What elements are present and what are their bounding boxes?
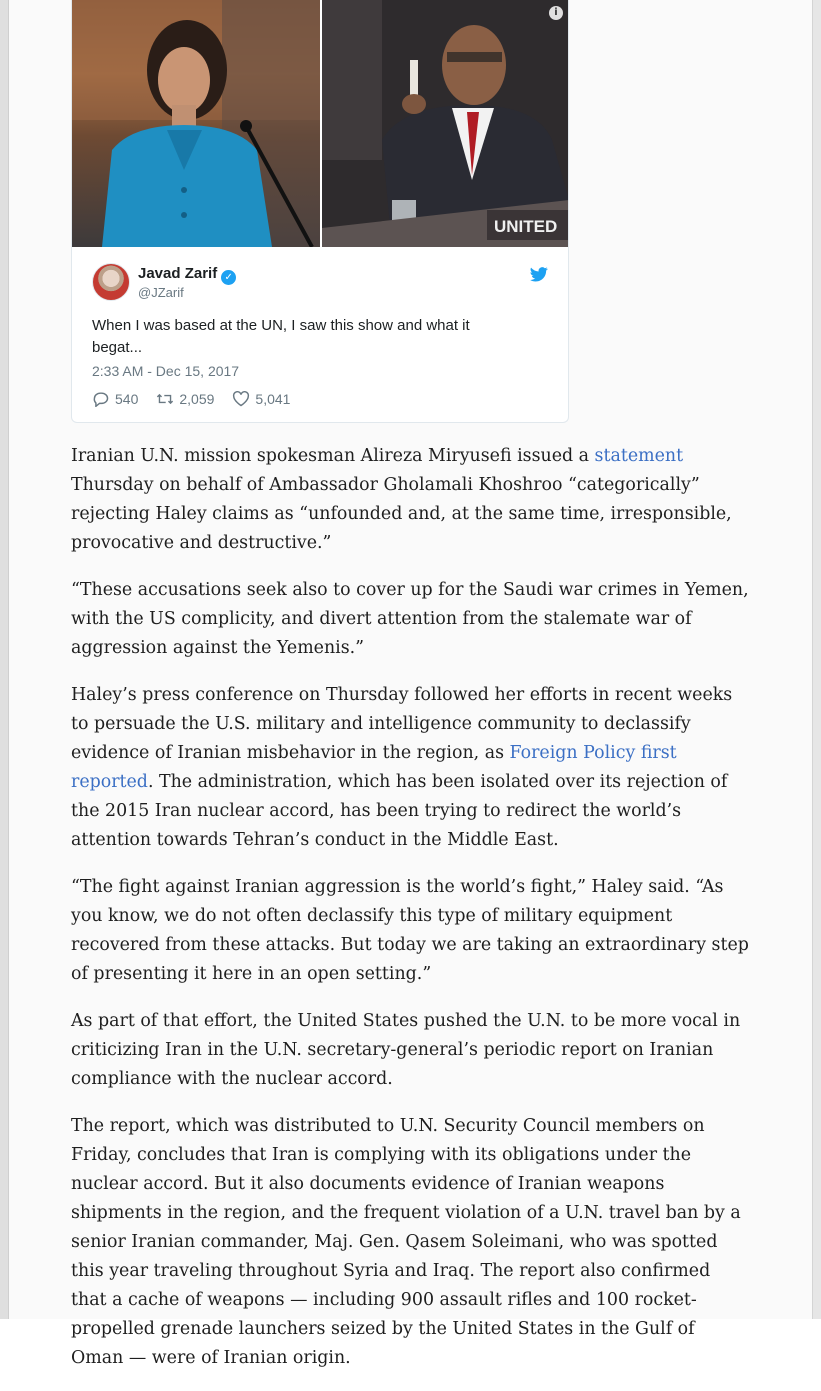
tweet-header bbox=[92, 263, 548, 303]
united-sign: UNITED bbox=[494, 217, 558, 236]
author-name-text[interactable]: Javad Zarif bbox=[138, 265, 218, 282]
statement-link[interactable]: statement bbox=[594, 446, 684, 466]
tweet-photo-powell[interactable] bbox=[322, 0, 569, 247]
photo-haley-illustration bbox=[72, 0, 320, 247]
article-paragraph-1 bbox=[71, 442, 751, 558]
like-icon bbox=[232, 391, 250, 407]
tweet-photo-haley[interactable] bbox=[72, 0, 320, 247]
p3-text-before: Haley’s press conference on Thursday followed her efforts in recent weeks to persuade the U.S. military and intelligence community to declassify evidence of Iranian misbehavior in the region, as bbox=[71, 685, 733, 763]
article-body bbox=[71, 442, 751, 1391]
right-window-edge bbox=[812, 0, 821, 1319]
like-count: 5,041 bbox=[255, 391, 291, 407]
info-icon[interactable]: i bbox=[549, 6, 563, 20]
tweet-timestamp[interactable]: 2:33 AM - Dec 15, 2017 bbox=[92, 363, 240, 379]
p1-text-before: Iranian U.N. mission spokesman Alireza Miryusefi issued a bbox=[71, 446, 595, 466]
author-name[interactable] bbox=[138, 265, 236, 285]
verified-badge-icon: ✓ bbox=[221, 270, 236, 285]
article-paragraph-2: “These accusations seek also to cover up for the Saudi war crimes in Yemen, with the US complicity, and divert attention from the stalemate war of aggression against the Yemenis.” bbox=[71, 580, 749, 658]
foreign-policy-link[interactable]: Foreign Policy first reported bbox=[71, 743, 677, 792]
embedded-tweet[interactable] bbox=[71, 0, 569, 423]
retweet-count: 2,059 bbox=[179, 391, 215, 407]
p1-text-after: Thursday on behalf of Ambassador Gholamali Khoshroo “categorically” rejecting Haley claims as “unfounded and, at the same time, irresponsible, provocative and destructive.” bbox=[71, 475, 732, 553]
reply-action[interactable] bbox=[92, 391, 138, 407]
article-paragraph-4: “The fight against Iranian aggression is the world’s fight,” Haley said. “As you know, we do not often declassify this type of military equipment recovered from these attacks. But today we are taking an extraordinary step of presenting it here in an open setting.” bbox=[71, 877, 749, 984]
reply-icon bbox=[92, 391, 110, 407]
twitter-bird-icon[interactable] bbox=[530, 267, 548, 282]
avatar[interactable] bbox=[92, 263, 130, 301]
retweet-icon bbox=[156, 391, 174, 407]
article-paragraph-3 bbox=[71, 681, 751, 855]
like-action[interactable] bbox=[232, 391, 290, 407]
tweet-media[interactable] bbox=[72, 0, 569, 247]
p3-text-after: . The administration, which has been isolated over its rejection of the 2015 Iran nuclear accord, has been trying to redirect the world’s attention towards Tehran’s conduct in the Middle East. bbox=[71, 772, 728, 850]
reply-count: 540 bbox=[115, 391, 139, 407]
photo-powell-illustration bbox=[322, 0, 569, 247]
left-window-edge bbox=[0, 0, 9, 1319]
article-paragraph-6: The report, which was distributed to U.N. Security Council members on Friday, concludes that Iran is complying with its obligations under the nuclear accord. But it also documents evidence of Iranian weapons shipments in the region, and the frequent violation of a U.N. travel ban by a senior Iranian commander, Maj. Gen. Qasem Soleimani, who was spotted this year traveling throughout Syria and Iraq. The report also confirmed that a cache of weapons — including 900 assault rifles and 100 rocket-propelled grenade launchers seized by the United States in the Gulf of Oman — were of Iranian origin. bbox=[71, 1116, 741, 1368]
article-paragraph-5: As part of that effort, the United States pushed the U.N. to be more vocal in criticizing Iran in the U.N. secretary-general’s periodic report on Iranian compliance with the nuclear accord. bbox=[71, 1011, 741, 1089]
tweet-text: When I was based at the UN, I saw this show and what it begat... bbox=[92, 317, 470, 356]
retweet-action[interactable] bbox=[156, 391, 214, 407]
tweet-actions bbox=[92, 391, 290, 407]
author-handle[interactable]: @JZarif bbox=[138, 285, 184, 300]
